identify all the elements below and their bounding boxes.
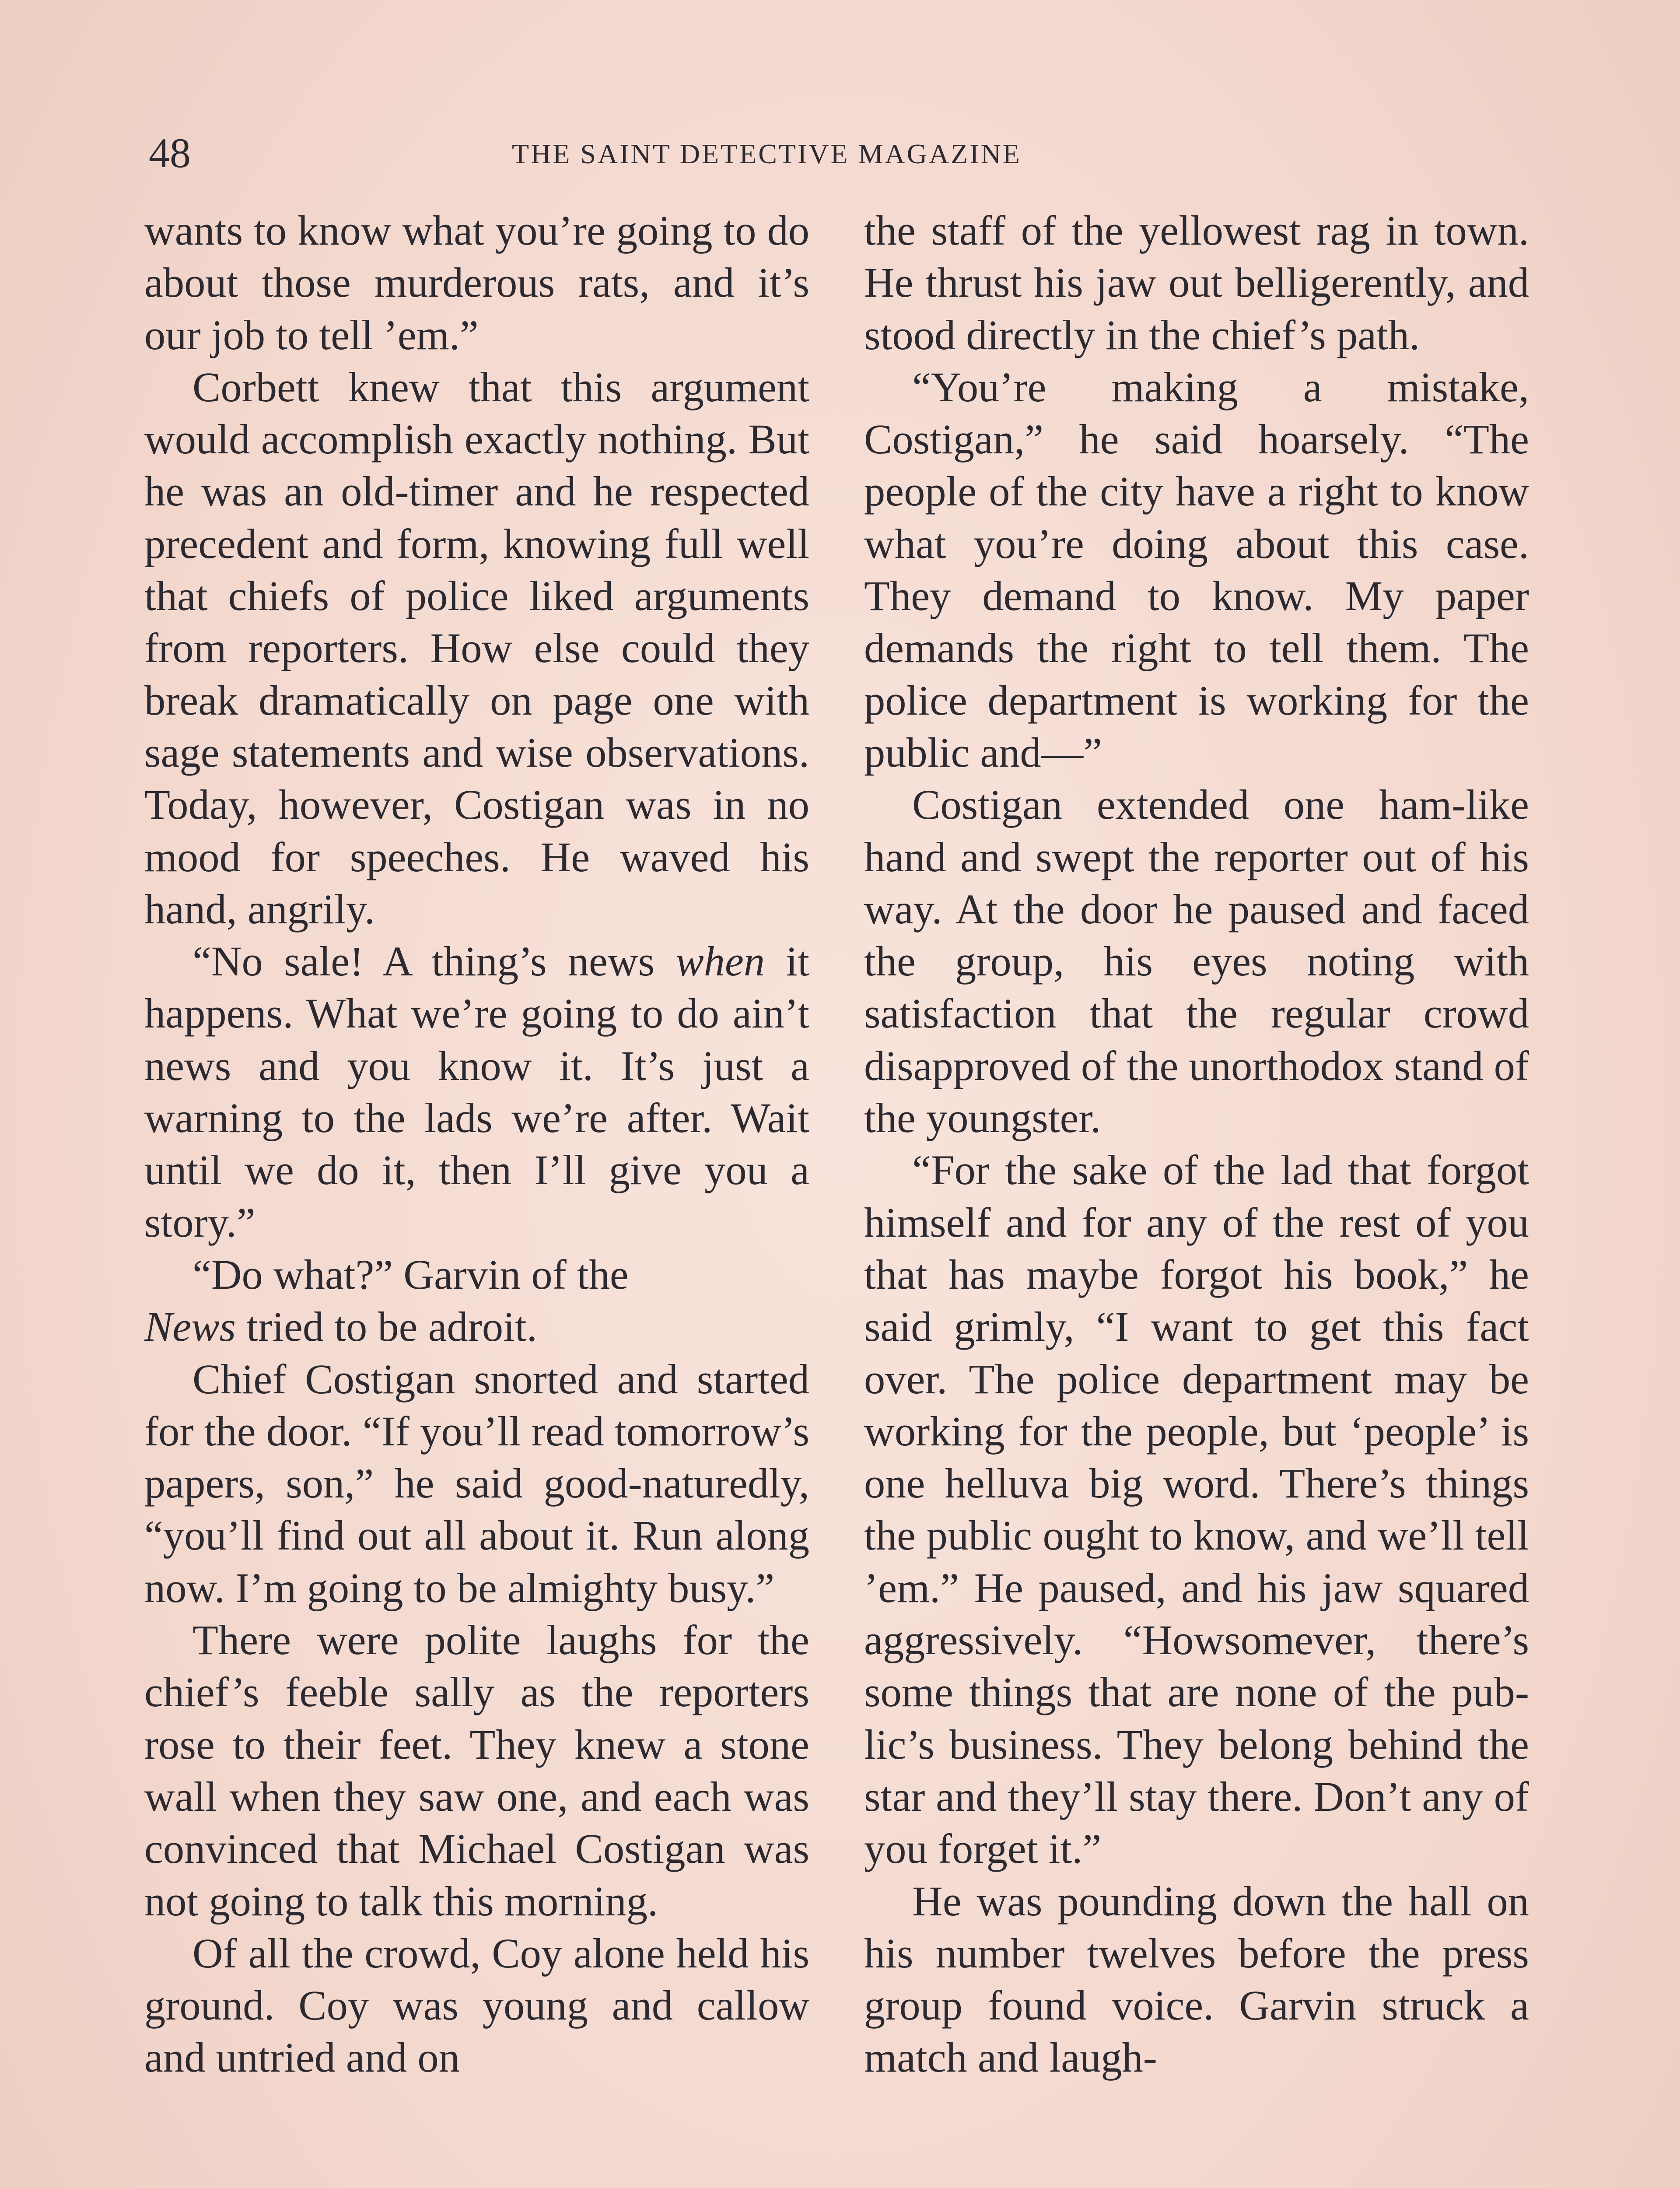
- paragraph: He was pounding down the hall on his number twelves before the press group found voice. Garvin struck a match and laugh-: [864, 1877, 1529, 2081]
- paragraph-text: it happens. What we’re going to do ain’t news and you know it. It’s just a warning to the lads we’re after. Wait until we do it, then I’ll give you a story.”: [144, 938, 809, 1246]
- paragraph: “You’re making a mistake, Costigan,” he said hoarsely. “The people of the city have a right to know what you’re doing about this case. They demand to know. My paper demands the right to tell them. The police department is working for the public and—”: [864, 363, 1529, 776]
- paragraph: [144, 935, 809, 1248]
- paragraph: Costigan extended one ham-like hand and swept the reporter out of his way. At the door he paused and faced the group, his eyes noting with satisfaction that the regular crowd disapproved of the unorthodox stand of the youngster.: [864, 781, 1529, 1142]
- paragraph: wants to know what you’re going to do about those murderous rats, and it’s our job to tell ’em.”: [144, 207, 809, 358]
- paragraph: Chief Costigan snorted and started for the door. “If you’ll read tomorrow’s papers, son,” he said good-naturedly, “you’ll find out all about it. Run along now. I’m going to be almighty busy.”: [144, 1355, 809, 1611]
- page-header: [0, 127, 1680, 188]
- paragraph: [144, 1301, 809, 1353]
- page-number: 48: [149, 130, 191, 176]
- paragraph: There were polite laughs for the chief’s feeble sally as the reporters rose to their feet. They knew a stone wall when they saw one, and each was convinced that Michael Costigan was not going to talk this morning.: [144, 1616, 809, 1925]
- paragraph: “For the sake of the lad that forgot himself and for any of the rest of you that has maybe forgot his book,” he said grimly, “I want to get this fact over. The police department may be working for the people, but ‘people’ is one helluva big word. There’s things the public ought to know, and we’ll tell ’em.” He paused, and his jaw squared aggressively. “Howsomever, there’s some things that are none of the public’s business. They belong behind the star and they’ll stay there. Don’t any of you forget it.”: [864, 1147, 1529, 1872]
- paragraph-text: “No sale! A thing’s news: [192, 938, 676, 985]
- right-column: [864, 204, 1529, 2084]
- italic-word: when: [676, 938, 765, 985]
- left-column: [144, 204, 809, 2084]
- paragraph-text: tried to be adroit.: [236, 1303, 537, 1350]
- paragraph: Of all the crowd, Coy alone held his ground. Coy was young and callow and untried and on: [144, 1929, 809, 2081]
- italic-word: News: [144, 1303, 236, 1350]
- paragraph: Corbett knew that this argument would accomplish exactly nothing. But he was an old-timer and he respected precedent and form, knowing full well that chiefs of police liked arguments from reporters. How else could they break dramatically on page one with sage statements and wise observations. Today, however, Costigan was in no mood for speeches. He waved his hand, angrily.: [144, 363, 809, 933]
- paragraph: the staff of the yellowest rag in town. He thrust his jaw out belligerently, and stood directly in the chief’s path.: [864, 207, 1529, 358]
- paragraph: “Do what?” Garvin of the: [192, 1251, 629, 1298]
- magazine-title: THE SAINT DETECTIVE MAGAZINE: [512, 138, 1022, 169]
